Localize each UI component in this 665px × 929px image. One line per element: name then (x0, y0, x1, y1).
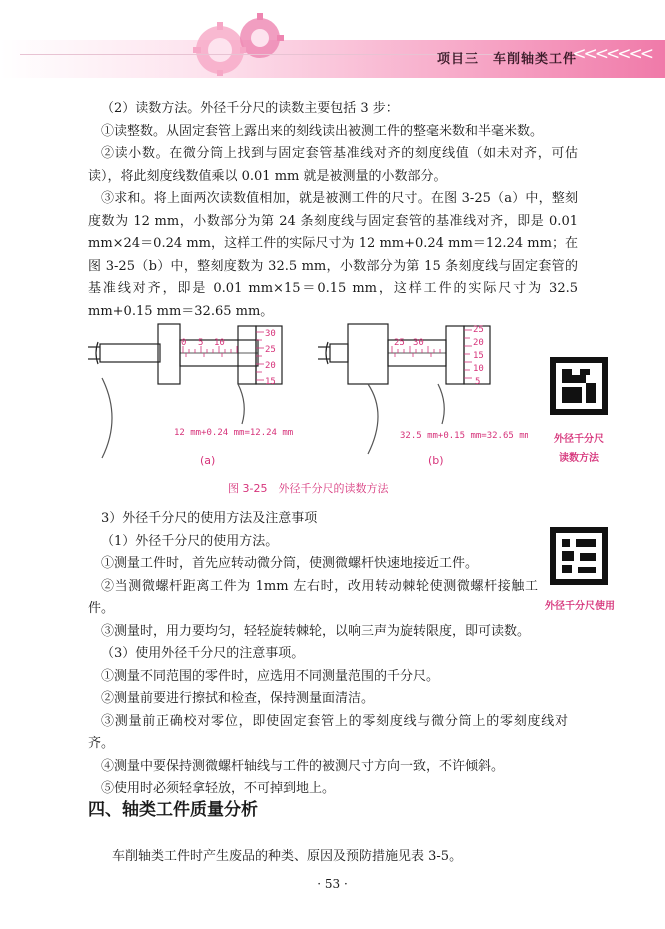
paragraph: （3）使用外径千分尺的注意事项。 (101, 646, 305, 661)
paragraph: 3）外径千分尺的使用方法及注意事项 (101, 511, 318, 526)
usage-section (88, 508, 568, 801)
closing-paragraph: 车削轴类工件时产生废品的种类、原因及预防措施见表 3-5。 (112, 849, 463, 864)
sleeve-number: 30 (413, 338, 424, 348)
sleeve-number: 10 (214, 338, 225, 348)
gear-decoration-icon (185, 8, 295, 78)
header-title: 项目三 车削轴类工件 (436, 52, 577, 67)
micrometer-diagram (88, 318, 528, 478)
thimble-ticks-b (464, 330, 472, 378)
sleeve-number: 0 (181, 338, 187, 348)
sleeve-ticks-a (183, 346, 237, 357)
paragraph: （2）读数方法。外径千分尺的读数主要包括 3 步： (101, 101, 399, 116)
paragraph: （1）外径千分尺的使用方法。 (101, 533, 279, 549)
qr-pattern-icon (550, 357, 608, 415)
paragraph: ①测量工件时，首先应转动微分筒，使测微螺杆快速地接近工件。 (101, 556, 479, 571)
thimble-ticks-a (256, 332, 264, 380)
thimble-number: 25 (265, 345, 276, 355)
thimble-number: 15 (473, 351, 484, 361)
thimble-number: 30 (265, 329, 276, 339)
paragraph: ④测量中要保持测微螺杆轴线与工件的被测尺寸方向一致，不许倾斜。 (101, 758, 505, 774)
page-header (0, 0, 665, 80)
paragraph: ②测量前要进行擦拭和检查，保持测量面清洁。 (101, 691, 375, 706)
thimble-number: 15 (265, 377, 276, 387)
paragraph: ②当测微螺杆距离工件为 1mm 左右时，改用转动棘轮使测微螺杆接触工件。 (88, 578, 538, 616)
thimble-number: 20 (265, 361, 276, 371)
sleeve-number: 5 (198, 338, 204, 348)
qr-caption-line: 外径千分尺 (554, 434, 604, 445)
header-arrows-icon: <<<<<<< (572, 44, 651, 64)
section-heading: 四、轴类工件质量分析 (88, 800, 258, 820)
paragraph: ③测量时，用力要均匀，轻轻旋转棘轮，以响三声为旋转限度，即可读数。 (101, 623, 531, 639)
qr-code-reading-method[interactable] (550, 357, 608, 415)
qr-code-usage[interactable] (550, 527, 608, 585)
formula-a: 12 mm+0.24 mm=12.24 mm (174, 428, 294, 438)
subfigure-label-a: (a) (200, 454, 216, 467)
figure-3-25 (88, 318, 528, 478)
sleeve-number: 25 (394, 338, 405, 348)
reading-method-text (88, 98, 578, 323)
thimble-number: 10 (473, 364, 484, 374)
qr-caption-reading-method (536, 430, 622, 464)
qr-pattern-icon (550, 527, 608, 585)
formula-b: 32.5 mm+0.15 mm=32.65 mm (400, 431, 528, 441)
qr-caption-line: 读数方法 (559, 453, 599, 464)
paragraph: ③测量前正确校对零位，即使固定套管上的零刻度线与微分筒上的零刻度线对齐。 (88, 713, 568, 751)
page-number: · 53 · (317, 877, 348, 891)
paragraph: ②读小数。在微分筒上找到与固定套管基准线对齐的刻度线值（如未对齐，可估读），将此刻度线数值乘以 0.01 mm 就是被测量的小数部分。 (88, 146, 578, 184)
paragraph: ①读整数。从固定套管上露出来的刻线读出被测工件的整毫米数和半毫米数。 (101, 123, 544, 139)
thimble-number: 25 (473, 325, 484, 335)
thimble-number: 5 (475, 377, 481, 387)
paragraph: ⑤使用时必须轻拿轻放，不可掉到地上。 (101, 781, 336, 796)
subfigure-label-b: (b) (428, 454, 444, 467)
paragraph: ①测量不同范围的零件时，应选用不同测量范围的千分尺。 (101, 668, 440, 684)
figure-caption: 图 3-25 外径千分尺的读数方法 (228, 482, 389, 495)
paragraph: ③求和。将上面两次读数值相加，就是被测工件的尺寸。在图 3-25（a）中，整刻度数为 12 mm，小数部分为第 24 条刻度线与固定套管的基准线对齐，即是 0.01 mm×24＝0.24 mm，这样工件的实际尺寸为 12 mm+0.24 mm＝12.24 mm；在图 3-25（b）中，整刻度数为 32.5 mm，小数部分为第 15 条刻度线与固定套管的基准线对齐，即是 0.01 mm×15＝0.15 mm，这样工件的实际尺寸为 32.5 mm+0.15 mm＝32.65 mm。 (88, 191, 578, 319)
thimble-number: 20 (473, 338, 484, 348)
qr-caption-usage: 外径千分尺使用 (545, 601, 615, 612)
